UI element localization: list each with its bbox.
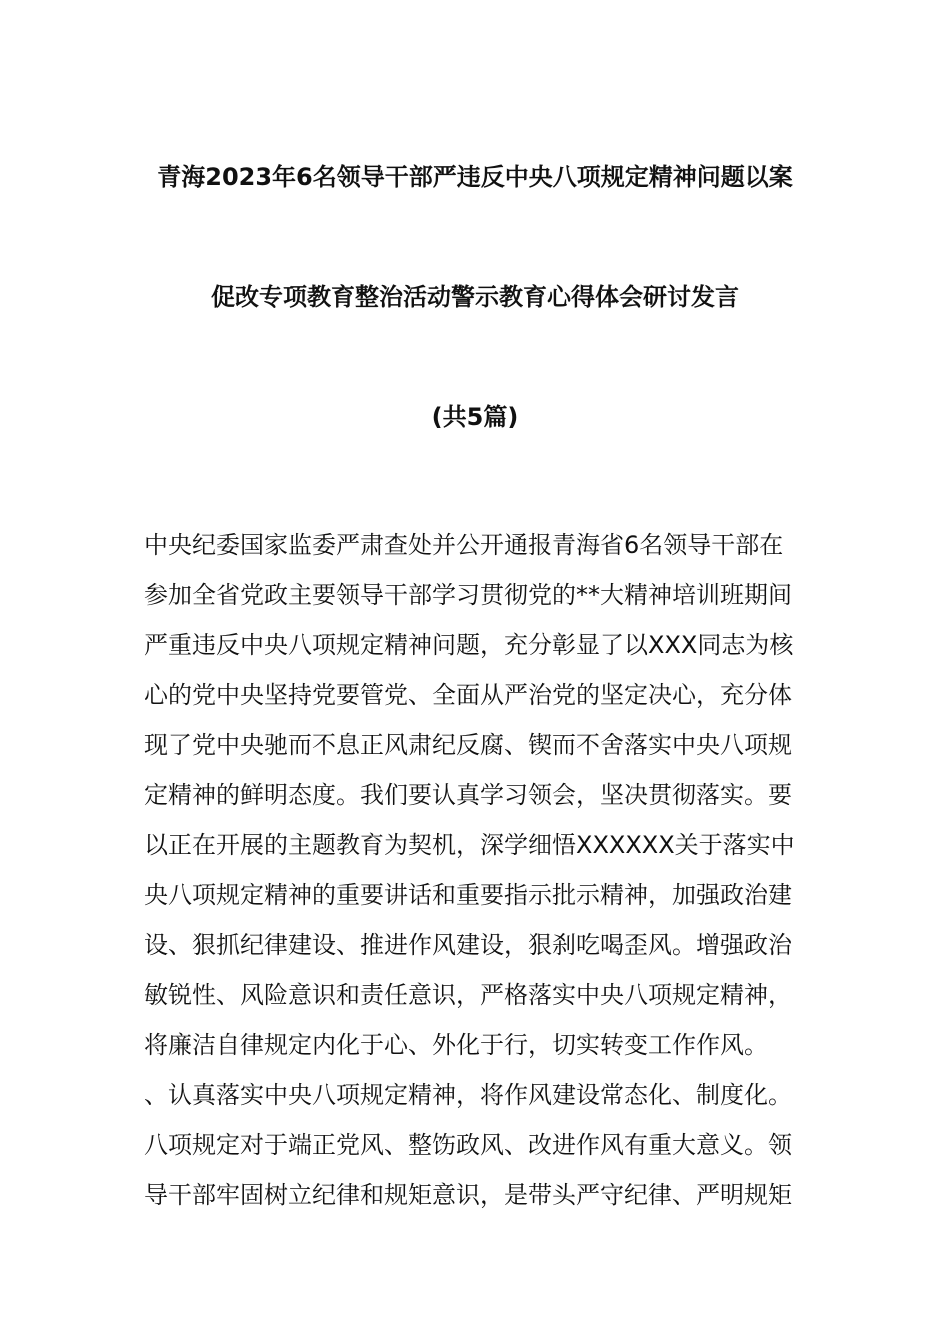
- body-line: 央八项规定精神的重要讲话和重要指示批示精神，加强政治建: [144, 881, 792, 909]
- body-line: 现了党中央驰而不息正风肃纪反腐、锲而不舍落实中央八项规: [144, 731, 792, 759]
- body-line: 中央纪委国家监委严肃查处并公开通报青海省6名领导干部在: [144, 531, 784, 559]
- body-line: 八项规定对于端正党风、整饬政风、改进作风有重大意义。领: [144, 1131, 792, 1159]
- document-body: [144, 520, 810, 1220]
- body-line: 将廉洁自律规定内化于心、外化于行，切实转变工作作风。: [144, 1031, 768, 1059]
- document-subtitle-count: (共5篇): [431, 403, 519, 431]
- body-line: 定精神的鲜明态度。我们要认真学习领会，坚决贯彻落实。要: [144, 781, 792, 809]
- document-title-line-2: 促改专项教育整治活动警示教育心得体会研讨发言: [211, 283, 739, 311]
- document-title-line-1: 青海2023年6名领导干部严违反中央八项规定精神问题以案: [157, 163, 793, 191]
- body-line: 严重违反中央八项规定精神问题，充分彰显了以XXX同志为核: [144, 631, 794, 659]
- body-line: 设、狠抓纪律建设、推进作风建设，狠刹吃喝歪风。增强政治: [144, 931, 792, 959]
- body-line: 心的党中央坚持党要管党、全面从严治党的坚定决心，充分体: [144, 681, 792, 709]
- body-line: 导干部牢固树立纪律和规矩意识，是带头严守纪律、严明规矩: [144, 1181, 792, 1209]
- body-line: 参加全省党政主要领导干部学习贯彻党的**大精神培训班期间: [144, 581, 792, 609]
- body-line: 、认真落实中央八项规定精神，将作风建设常态化、制度化。: [144, 1081, 792, 1109]
- body-line: 敏锐性、风险意识和责任意识，严格落实中央八项规定精神，: [144, 981, 792, 1009]
- body-line: 以正在开展的主题教育为契机，深学细悟XXXXXX关于落实中: [144, 831, 795, 859]
